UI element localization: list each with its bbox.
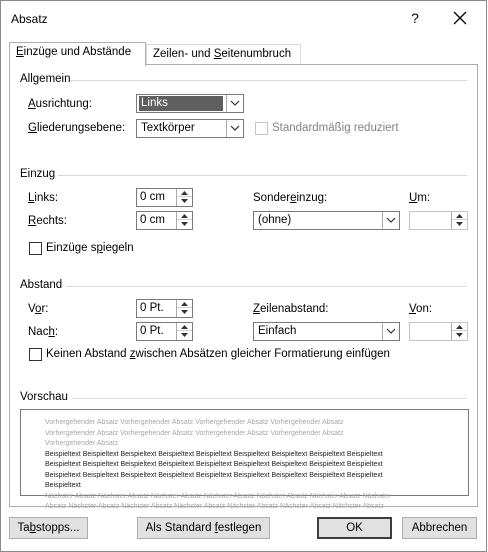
line-spacing-label: Zeilenabstand: — [253, 303, 329, 315]
spin-down-icon — [181, 222, 188, 226]
spin-buttons — [176, 212, 192, 229]
spin-up-button[interactable] — [452, 212, 467, 220]
spin-down-button[interactable] — [177, 197, 192, 205]
divider — [70, 80, 467, 81]
dropdown-button[interactable] — [382, 323, 399, 340]
collapsed-by-default-checkbox[interactable] — [255, 122, 268, 135]
accesskey: S — [213, 48, 222, 60]
divider — [58, 175, 467, 176]
spin-down-icon — [181, 333, 188, 337]
space-before-label: Vor: — [28, 303, 49, 315]
special-indent-label: Sondereinzug: — [253, 192, 328, 204]
preview-adjacent-paragraph-line: Nächster Absatz Nächster Absatz Nächster Absatz Nächster Absatz Nächster Absatz Nächster Absatz Nächster — [45, 492, 391, 500]
space-after-label: Nach: — [28, 326, 59, 338]
indent-left-value: 0 cm — [140, 191, 165, 203]
spin-up-icon — [456, 325, 463, 329]
cancel-button[interactable]: Abbrechen — [402, 517, 477, 539]
outline-level-label: Gliederungsebene: — [28, 122, 126, 134]
alignment-value: Links — [139, 96, 223, 111]
spin-down-button[interactable] — [452, 331, 467, 339]
indent-right-spinner[interactable] — [136, 211, 193, 230]
special-indent-value: (ohne) — [258, 214, 292, 226]
indent-left-spinner[interactable] — [136, 188, 193, 207]
preview-current-paragraph-line: Beispieltext Beispieltext Beispieltext Beispieltext Beispieltext Beispieltext Beispieltext Beispieltext Beispieltext — [45, 471, 383, 479]
tab-line-page-breaks[interactable]: Zeilen- und Seitenumbruch — [146, 44, 301, 65]
divider — [66, 286, 467, 287]
spin-down-icon — [456, 222, 463, 226]
alignment-label: Ausrichtung: — [28, 98, 92, 110]
tab-indents-spacing[interactable]: Einzüge und Abstände — [9, 42, 146, 66]
line-spacing-at-label: Von: — [409, 303, 433, 315]
dropdown-button[interactable] — [226, 120, 243, 137]
spin-down-button[interactable] — [177, 331, 192, 339]
dropdown-button[interactable] — [226, 95, 243, 112]
indent-left-label: Links: — [28, 192, 59, 204]
spin-down-icon — [456, 333, 463, 337]
spin-buttons — [451, 323, 467, 340]
indent-right-value: 0 cm — [140, 214, 165, 226]
spin-up-button[interactable] — [177, 323, 192, 331]
indent-by-spinner[interactable] — [409, 211, 468, 230]
no-space-same-style-label: Keinen Abstand zwischen Absätzen gleicher Formatierung einfügen — [46, 348, 390, 360]
collapsed-by-default-label: Standardmäßig reduziert — [272, 122, 399, 134]
spin-buttons — [451, 212, 467, 229]
outline-level-select[interactable] — [136, 119, 244, 138]
chevron-down-icon — [386, 217, 396, 223]
mirror-indents-label: Einzüge spiegeln — [46, 242, 134, 254]
section-heading-preview: Vorschau — [20, 391, 68, 403]
divider — [72, 398, 467, 399]
help-button[interactable]: ? — [411, 10, 419, 26]
preview-current-paragraph-line: Beispieltext Beispieltext Beispieltext Beispieltext Beispieltext Beispieltext Beispieltext Beispieltext Beispieltext — [45, 450, 383, 458]
tab-panel — [9, 64, 478, 510]
line-spacing-select[interactable] — [253, 322, 400, 341]
accesskey: E — [16, 46, 24, 58]
tab-strip — [1, 44, 488, 65]
spin-up-icon — [181, 325, 188, 329]
indent-by-label: Um: — [409, 192, 431, 204]
spin-up-button[interactable] — [177, 212, 192, 220]
ok-button[interactable]: OK — [317, 517, 392, 539]
close-icon — [453, 11, 467, 25]
special-indent-select[interactable] — [253, 211, 400, 230]
preview-adjacent-paragraph-line: Vorhergehender Absatz — [45, 440, 119, 447]
mirror-indents-checkbox[interactable] — [29, 242, 42, 255]
spin-buttons — [176, 300, 192, 317]
preview-adjacent-paragraph-line: Vorhergehender Absatz Vorhergehender Absatz Vorhergehender Absatz Vorhergehender Absatz — [45, 429, 344, 437]
no-space-same-style-checkbox[interactable] — [29, 348, 42, 361]
spin-down-icon — [181, 310, 188, 314]
preview-current-paragraph-line: Beispieltext — [45, 482, 81, 489]
space-before-spinner[interactable] — [136, 299, 193, 318]
tabs-button[interactable]: Tabstopps... — [9, 517, 88, 539]
indent-right-label: Rechts: — [28, 215, 67, 227]
outline-level-value: Textkörper — [141, 122, 195, 134]
space-after-spinner[interactable] — [136, 322, 193, 341]
spin-buttons — [176, 189, 192, 206]
spin-down-icon — [181, 199, 188, 203]
line-spacing-at-spinner[interactable] — [409, 322, 468, 341]
section-heading-indentation: Einzug — [20, 168, 56, 180]
spin-buttons — [176, 323, 192, 340]
spin-down-button[interactable] — [177, 220, 192, 228]
alignment-select[interactable] — [136, 94, 244, 113]
spin-up-icon — [456, 214, 463, 218]
section-heading-spacing: Abstand — [20, 279, 63, 291]
dropdown-button[interactable] — [382, 212, 399, 229]
section-heading-general: Allgemein — [20, 73, 71, 85]
spin-up-icon — [181, 302, 188, 306]
close-button[interactable] — [447, 5, 473, 31]
chevron-down-icon — [230, 125, 240, 131]
preview-adjacent-paragraph-line: Vorhergehender Absatz Vorhergehender Absatz Vorhergehender Absatz Vorhergehender Absatz — [45, 419, 344, 426]
preview-adjacent-paragraph-line: Absatz Nächster Absatz Nächster Absatz Nächster Absatz Nächster Absatz Nächster Absatz Nächster Absatz — [45, 503, 384, 510]
set-as-default-button[interactable]: Als Standard festlegen — [137, 517, 270, 539]
preview-box — [20, 409, 469, 510]
chevron-down-icon — [230, 100, 240, 106]
preview-current-paragraph-line: Beispieltext Beispieltext Beispieltext Beispieltext Beispieltext Beispieltext Beispieltext Beispieltext Beispieltext — [45, 461, 383, 468]
spin-up-button[interactable] — [177, 300, 192, 308]
line-spacing-value: Einfach — [258, 325, 297, 337]
title-bar — [1, 1, 486, 35]
spin-up-icon — [181, 214, 188, 218]
chevron-down-icon — [386, 328, 396, 334]
spin-down-button[interactable] — [177, 308, 192, 316]
spin-up-button[interactable] — [452, 323, 467, 331]
dialog-title: Absatz — [11, 12, 48, 26]
spin-up-icon — [181, 191, 188, 195]
spin-up-button[interactable] — [177, 189, 192, 197]
space-after-value: 0 Pt. — [140, 325, 164, 337]
space-before-value: 0 Pt. — [140, 302, 164, 314]
spin-down-button[interactable] — [452, 220, 467, 228]
